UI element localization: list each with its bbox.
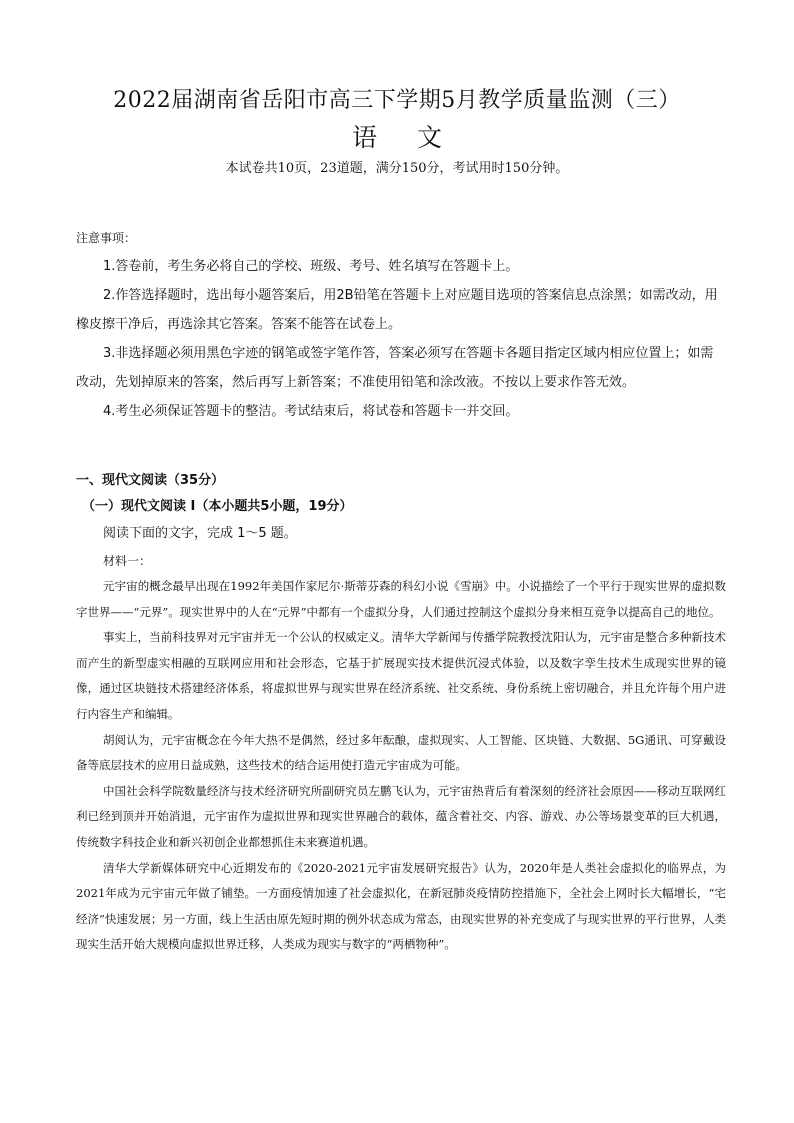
subject-title: 语文: [351, 123, 482, 152]
note-item: 1.答卷前，考生务必将自己的学校、班级、考号、姓名填写在答题卡上。: [103, 259, 519, 274]
article-paragraph: 胡阅认为，元宇宙概念在今年大热不是偶然，经过多年酝酿，虚拟现实、人工智能、区块链、大数据、5G通讯、可穿戴设备等底层技术的应用日益成熟，这些技术的结合运用使打造元宇宙成为可能。: [76, 732, 726, 773]
note-item: 2.作答选择题时，选出每小题答案后，用2B铅笔在答题卡上对应题目选项的答案信息点涂黑；如需改动，用橡皮擦干净后，再选涂其它答案。答案不能答在试卷上。: [76, 288, 718, 332]
article-paragraph: 元宇宙的概念最早出现在1992年美国作家尼尔·斯蒂芬森的科幻小说《雪崩》中。小说描绘了一个平行于现实世界的虚拟数字世界——“元界”。现实世界中的人在“元界”中都有一个虚拟分身，人们通过控制这个虚拟分身来相互竞争以提高自己的地位。: [76, 579, 726, 619]
article-paragraph: 事实上，当前科技界对元宇宙并无一个公认的权威定义。清华大学新闻与传播学院教授沈阳认为，元宇宙是整合多种新技术而产生的新型虚实相融的互联网应用和社会形态，它基于扩展现实技术提供沉浸式体验，以及数字孪生技术生成现实世界的镜像，通过区块链技术搭建经济体系，将虚拟世界与现实世界在经济系统、社交系统、身份系统上密切融合，并且允许每个用户进行内容生产和编辑。: [76, 630, 726, 721]
material-label: 材料一：: [103, 554, 152, 568]
note-item: 3.非选择题必须用黑色字迹的钢笔或签字笔作答，答案必须写在答题卡各题目指定区域内相应位置上；如需改动，先划掉原来的答案，然后再写上新答案；不准使用铅笔和涂改液。不按以上要求作答无效。: [76, 346, 714, 390]
article-paragraph: 清华大学新媒体研究中心近期发布的《2020-2021元宇宙发展研究报告》认为，2020年是人类社会虚拟化的临界点，为2021年成为元宇宙元年做了铺垫。一方面疫情加速了社会虚拟化，在新冠肺炎疫情防控措施下，全社会上网时长大幅增长，“宅经济”快速发展；另一方面，线上生活由原先短时期的例外状态成为常态，由现实世界的补充变成了与现实世界的平行世界，人类现实生活开始大规模向虚拟世界迁移，人类成为现实与数字的“两栖物种”。: [76, 860, 726, 952]
article-body: [76, 574, 726, 958]
page-title: 2022届湖南省岳阳市高三下学期5月教学质量监测（三）: [113, 88, 681, 113]
section-title: 一、现代文阅读（35分）: [76, 473, 225, 488]
notes-block: [76, 228, 726, 426]
section-subtitle: （一）现代文阅读 I（本小题共5小题，19分）: [82, 499, 353, 514]
exam-info: 本试卷共10页，23道题，满分150分，考试用时150分钟。: [225, 161, 569, 176]
reading-section: [76, 468, 726, 958]
section-instruction: 阅读下面的文字，完成 1～5 题。: [103, 526, 297, 541]
note-item: 4.考生必须保证答题卡的整洁。考试结束后，将试卷和答题卡一并交回。: [103, 404, 519, 419]
notes-heading: 注意事项：: [76, 231, 137, 245]
article-paragraph: 中国社会科学院数量经济与技术经济研究所副研究员左鹏飞认为，元宇宙热背后有着深刻的经济社会原因——移动互联网红利已经到顶并开始消退，元宇宙作为虚拟世界和现实世界融合的载体，蕴含着社交、内容、游戏、办公等场景变革的巨大机遇，传统数字科技企业和新兴初创企业都想抓住未来赛道机遇。: [76, 783, 726, 849]
